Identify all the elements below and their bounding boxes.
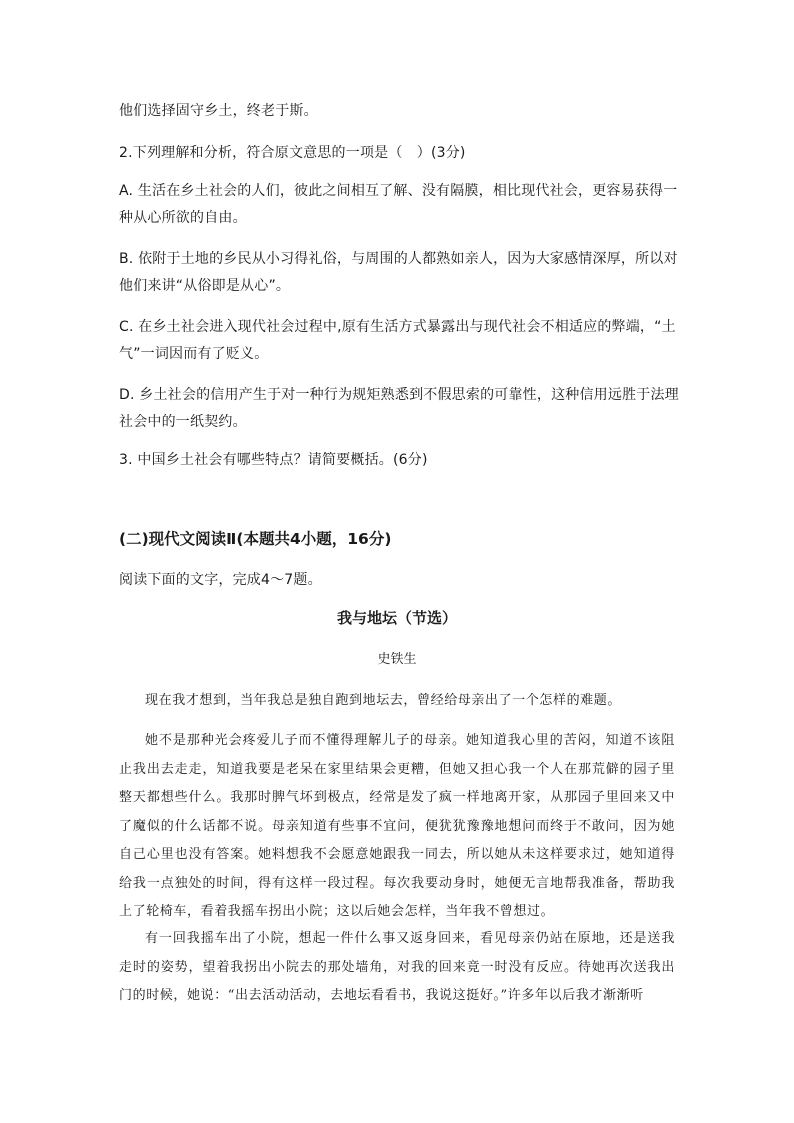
passage-paragraph-1: 现在我才想到，当年我总是独自跑到地坛去，曾经给母亲出了一个怎样的难题。 (145, 693, 622, 708)
option-a-line-2: 种从心所欲的自由。 (119, 210, 247, 226)
passage-paragraph-2: 她不是那种光会疼爱儿子而不懂得理解儿子的母亲。她知道我心里的苦闷，知道不该阻止我出去走走，知道我要是老呆在家里结果会更糟，但她又担心我一个人在那荒僻的园子里整天都想些什么。我那时脾气坏到极点，经常是发了疯一样地离开家，从那园子里回来又中了魔似的什么话都不说。母亲知道有些事不宜问，便犹犹豫豫地想问而终于不敢问，因为她自己心里也没有答案。她料想我不会愿意她跟我一同去，所以她从未这样要求过，她知道得给我一点独处的时间，得有这样一段过程。每次我要动身时，她便无言地帮我准备，帮助我上了轮椅车，看着我摇车拐出小院；这以后她会怎样，当年我不曾想过。 (119, 733, 675, 919)
option-c-line-1: C. 在乡土社会进入现代社会过程中,原有生活方式暴露出与现代社会不相适应的弊端，“土 (119, 319, 676, 335)
reading-instruction: 阅读下面的文字，完成4～7题。 (119, 572, 322, 588)
option-b-line-1: B. 依附于土地的乡民从小习得礼俗，与周围的人都熟如亲人，因为大家感情深厚，所以对 (119, 251, 678, 267)
question-3: 3. 中国乡土社会有哪些特点？请简要概括。(6分) (119, 452, 428, 468)
question-2: 2.下列理解和分析，符合原文意思的一项是（ ）(3分) (119, 145, 466, 161)
text-line: 他们选择固守乡土，终老于斯。 (119, 103, 318, 119)
option-c-line-2: 气”一词因而有了贬义。 (119, 346, 269, 362)
passage-title: 我与地坛（节选） (336, 609, 457, 627)
option-d-line-1: D. 乡土社会的信用产生于对一种行为规矩熟悉到不假思索的可靠性，这种信用远胜于法理 (119, 387, 679, 403)
passage-author: 史铁生 (377, 652, 417, 667)
section-heading: (二)现代文阅读Ⅱ(本题共4小题，16分) (119, 530, 392, 548)
option-a-line-1: A. 生活在乡土社会的人们，彼此之间相互了解、没有隔膜，相比现代社会，更容易获得一 (119, 183, 678, 199)
passage-paragraph-3: 有一回我摇车出了小院，想起一件什么事又返身回来，看见母亲仍站在原地，还是送我走时的姿势，望着我拐出小院去的那处墙角，对我的回来竟一时没有反应。待她再次送我出门的时候，她说：“出去活动活动，去地坛看看书，我说这挺好。”许多年以后我才渐渐听 (119, 931, 675, 1003)
option-d-line-2: 社会中的一纸契约。 (119, 414, 247, 430)
option-b-line-2: 他们来讲“从俗即是从心”。 (119, 278, 291, 294)
